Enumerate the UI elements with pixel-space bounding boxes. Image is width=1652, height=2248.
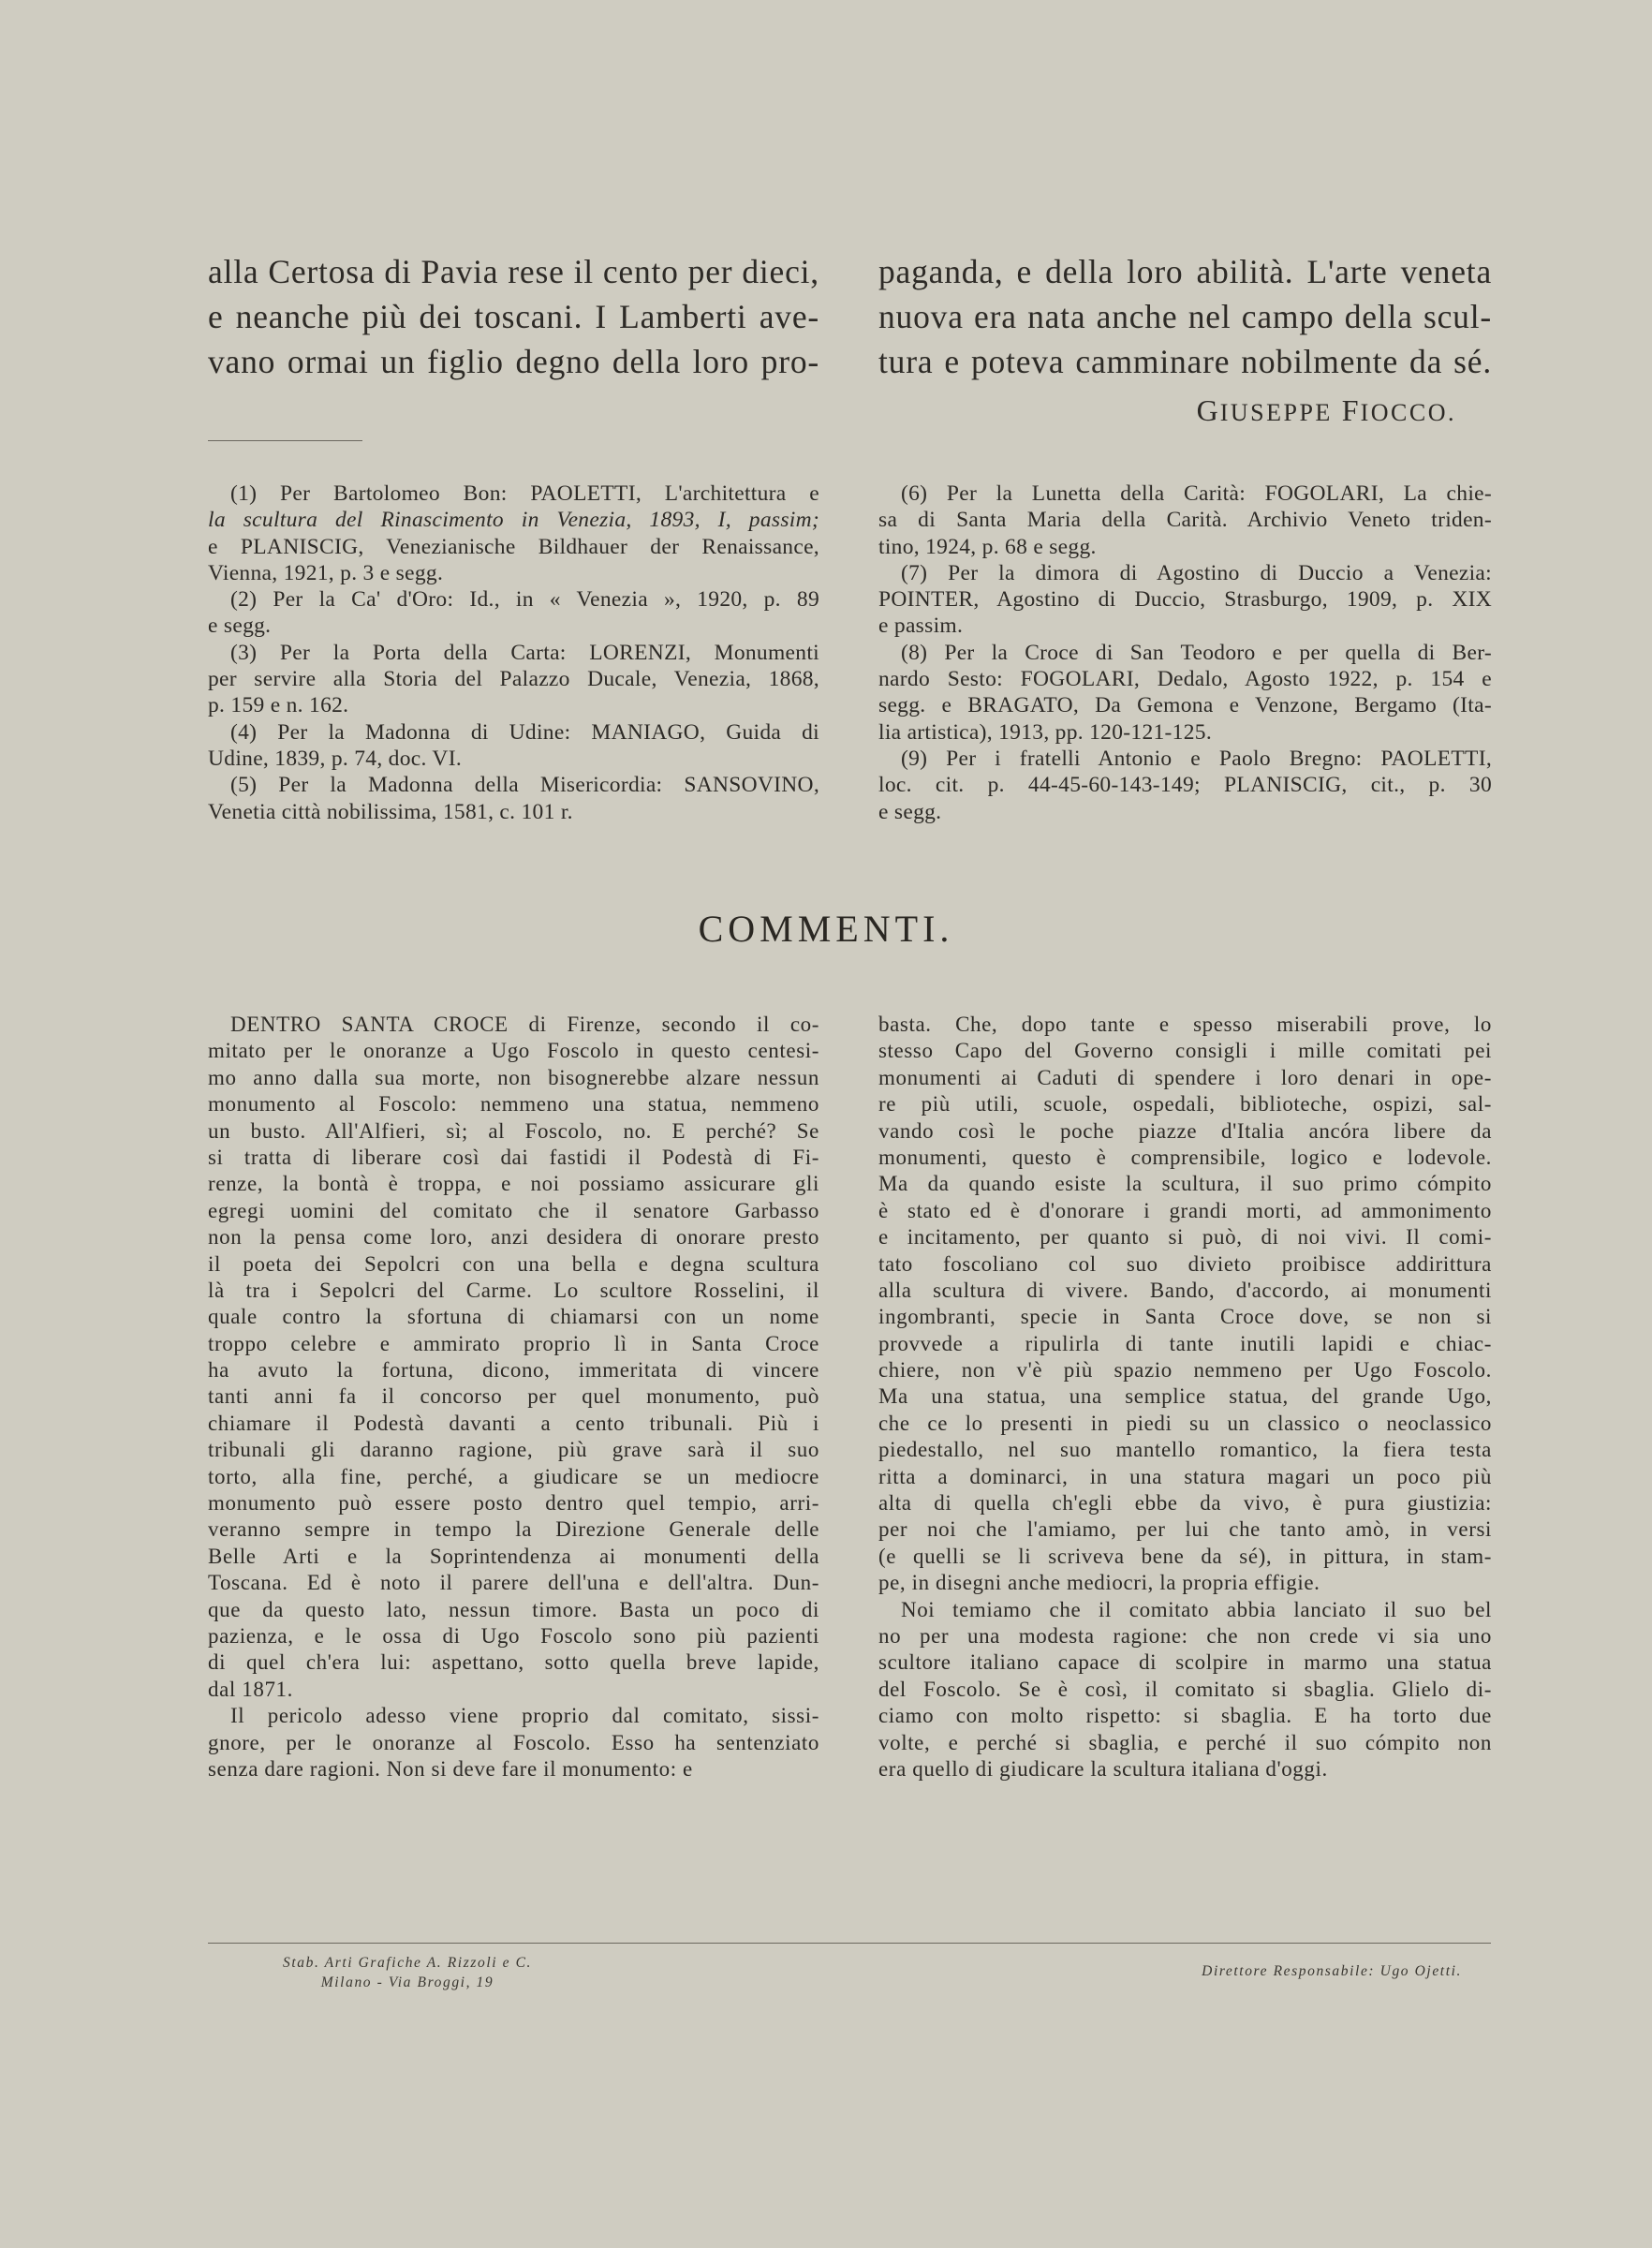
article-line: piedestallo, nel suo mantello romantico, la fiera testa <box>878 1438 1492 1462</box>
article-line: chiere, non v'è più spazio nemmeno per Ugo Foscolo. <box>878 1358 1492 1383</box>
footnotes-left-column <box>208 481 819 825</box>
director-credit: Direttore Responsabile: Ugo Ojetti. <box>1202 1963 1462 1979</box>
footnote-line: p. 159 e n. 162. <box>208 693 349 718</box>
footnote-line: (7) Per la dimora di Agostino di Duccio a Venezia: <box>901 560 1492 585</box>
article-line: egregi uomini del comitato che il senatore Garbasso <box>208 1198 819 1222</box>
article-line: alta di quella ch'egli ebbe da vivo, è pura giustizia: <box>878 1491 1492 1516</box>
article-line: tato foscoliano col suo divieto proibisce addirittura <box>878 1251 1492 1276</box>
article-line: per noi che l'amiamo, per lui che tanto amò, in versi <box>878 1517 1492 1542</box>
article-line: monumento al Foscolo: nemmeno una statua, nemmeno <box>208 1092 819 1117</box>
footnote-line: segg. e BRAGATO, Da Gemona e Venzone, Bergamo (Ita- <box>878 693 1492 718</box>
footnote-line: POINTER, Agostino di Duccio, Strasburgo, 1909, p. XIX <box>878 587 1492 613</box>
article-line: provvede a ripulirla di tante inutili lapidi e chiac- <box>878 1331 1492 1355</box>
printer-imprint <box>248 1953 567 1992</box>
article-line: mo anno dalla sua morte, non bisognerebbe alzare nessun <box>208 1065 819 1089</box>
article-line: troppo celebre e ammirato proprio lì in Santa Croce <box>208 1331 819 1355</box>
signature-smallcaps: IOCCO. <box>1360 399 1456 426</box>
article-line: là tra i Sepolcri del Carme. Lo scultore Rosselini, il <box>208 1278 819 1302</box>
article-line: tribunali gli daranno ragione, più grave sarà il suo <box>208 1438 819 1462</box>
article-line: veranno sempre in tempo la Direzione Generale delle <box>208 1517 819 1542</box>
footnote-line: (5) Per la Madonna della Misericordia: SANSOVINO, <box>230 773 819 798</box>
footnote-line: tino, 1924, p. 68 e segg. <box>878 534 1097 559</box>
article-line: monumenti, questo è comprensibile, logico e lodevole. <box>878 1145 1492 1169</box>
text-line: nuova era nata anche nel campo della scul- <box>878 298 1492 335</box>
signature-initial: F <box>1341 393 1361 427</box>
article-right-column <box>878 1012 1492 1782</box>
article-line: Noi temiamo che il comitato abbia lanciato il suo bel <box>901 1597 1492 1621</box>
footnote-line: Udine, 1839, p. 74, doc. VI. <box>208 746 463 771</box>
article-line: un busto. All'Alfieri, sì; al Foscolo, no. E perché? Se <box>208 1118 819 1143</box>
article-line: che ce lo presenti in piedi su un classico o neoclassico <box>878 1411 1492 1435</box>
text-line: tura e poteva camminare nobilmente da sé. <box>878 343 1492 380</box>
article-line: mitato per le onoranze a Ugo Foscolo in questo centesi- <box>208 1039 819 1063</box>
article-line: volte, e perché si sbaglia, e perché il suo cómpito non <box>878 1730 1492 1754</box>
footnote-line: Venetia città nobilissima, 1581, c. 101 r. <box>208 799 573 824</box>
article-line: DENTRO SANTA CROCE di Firenze, secondo il co- <box>230 1013 819 1036</box>
footnote-line: (1) Per Bartolomeo Bon: PAOLETTI, L'architettura e <box>230 481 819 506</box>
article-line: torto, alla fine, perché, a giudicare se un mediocre <box>208 1464 819 1488</box>
article-line: que da questo lato, nessun timore. Basta un poco di <box>208 1597 819 1621</box>
article-line: re più utili, scuole, ospedali, biblioteche, ospizi, sal- <box>878 1092 1492 1117</box>
article-line: ha avuto la fortuna, dicono, immeritata di vincere <box>208 1358 819 1383</box>
signature-initial: G <box>1196 393 1220 427</box>
printer-line: Stab. Arti Grafiche A. Rizzoli e C. <box>283 1955 532 1971</box>
article-line: basta. Che, dopo tante e spesso miserabili prove, lo <box>878 1013 1492 1036</box>
article-line: no per una modesta ragione: che non crede vi sia uno <box>878 1623 1492 1648</box>
article-line: gnore, per le onoranze al Foscolo. Esso ha sentenziato <box>208 1730 819 1754</box>
footnote-line: loc. cit. p. 44-45-60-143-149; PLANISCIG, cit., p. 30 <box>878 773 1492 798</box>
article-line: alla scultura di vivere. Bando, d'accordo, ai monumenti <box>878 1278 1492 1302</box>
footnote-line: la scultura del Rinascimento in Venezia, 1893, I, passim; <box>208 508 819 533</box>
article-line: chiamare il Podestà davanti a cento tribunali. Più i <box>208 1411 819 1435</box>
article-line: stesso Capo del Governo consigli i mille comitati pei <box>878 1039 1492 1063</box>
article-line: non la pensa come loro, anzi desidera di onorare presto <box>208 1225 819 1250</box>
article-line: dal 1871. <box>208 1677 293 1701</box>
text-line: paganda, e della loro abilità. L'arte veneta <box>878 253 1492 290</box>
author-signature <box>1197 393 1456 428</box>
article-line: vando così le poche piazze d'Italia ancóra libere da <box>878 1118 1492 1143</box>
footnote-line: lia artistica), 1913, pp. 120-121-125. <box>878 719 1212 745</box>
text-line: vano ormai un figlio degno della loro pro- <box>208 343 819 380</box>
printer-line: Milano - Via Broggi, 19 <box>320 1974 494 1990</box>
article-line: (e quelli se li scriveva bene da sé), in pittura, in stam- <box>878 1544 1492 1568</box>
footnote-separator-rule <box>208 440 362 441</box>
footnote-line: (6) Per la Lunetta della Carità: FOGOLARI, La chie- <box>901 481 1492 506</box>
text-line: e neanche più dei toscani. I Lamberti ave- <box>208 298 819 335</box>
footnotes-right-column <box>878 481 1492 825</box>
footnote-line: nardo Sesto: FOGOLARI, Dedalo, Agosto 1922, p. 154 e <box>878 667 1492 692</box>
article-line: Belle Arti e la Soprintendenza ai monumenti della <box>208 1544 819 1568</box>
article-line: di quel ch'era lui: aspettano, sotto quella breve lapide, <box>208 1650 819 1675</box>
article-line: senza dare ragioni. Non si deve fare il monumento: e <box>208 1756 693 1781</box>
article-line: pe, in disegni anche mediocri, la propria effigie. <box>878 1571 1320 1595</box>
article-line: quale contro la sfortuna di chiamarsi con un nome <box>208 1305 819 1329</box>
footnote-line: (4) Per la Madonna di Udine: MANIAGO, Guida di <box>230 719 819 745</box>
article-line: è stato ed è d'onorare i grandi morti, ad ammonimento <box>878 1198 1492 1222</box>
footnote-line: (3) Per la Porta della Carta: LORENZI, Monumenti <box>230 640 819 665</box>
footnote-line: (9) Per i fratelli Antonio e Paolo Bregno: PAOLETTI, <box>901 746 1492 771</box>
article-line: Il pericolo adesso viene proprio dal comitato, sissi- <box>230 1704 819 1728</box>
signature-smallcaps: IUSEPPE <box>1219 399 1333 426</box>
footnote-line: per servire alla Storia del Palazzo Ducale, Venezia, 1868, <box>208 667 819 692</box>
footer-rule <box>208 1943 1491 1944</box>
article-line: monumenti ai Caduti di spendere i loro denari in ope- <box>878 1065 1492 1089</box>
footnote-line: (2) Per la Ca' d'Oro: Id., in « Venezia », 1920, p. 89 <box>230 587 819 613</box>
footnote-line: e segg. <box>208 614 272 639</box>
article-line: renze, la bontà è troppa, e noi possiamo assicurare gli <box>208 1172 819 1196</box>
text-line: alla Certosa di Pavia rese il cento per dieci, <box>208 253 819 290</box>
article-line: monumento può essere posto dentro quel tempio, arri- <box>208 1491 819 1516</box>
article-left-column <box>208 1012 819 1782</box>
article-line: Toscana. Ed è noto il parere dell'una e dell'altra. Dun- <box>208 1571 819 1595</box>
article-line: scultore italiano capace di scolpire in marmo una statua <box>878 1650 1492 1675</box>
article-line: pazienza, e le ossa di Ugo Foscolo sono più pazienti <box>208 1623 819 1648</box>
article-line: si tratta di liberare così dai fastidi il Podestà di Fi- <box>208 1145 819 1169</box>
footnote-line: e segg. <box>878 799 942 824</box>
article-line: tanti anni fa il concorso per quel monumento, può <box>208 1384 819 1409</box>
article-line: e incitamento, per quanto si può, di noi vivi. Il comi- <box>878 1225 1492 1250</box>
footnote-line: sa di Santa Maria della Carità. Archivio Veneto triden- <box>878 508 1492 533</box>
top-text-right-column <box>878 249 1492 384</box>
article-line: era quello di giudicare la scultura italiana d'oggi. <box>878 1756 1328 1781</box>
article-line: ingombranti, specie in Santa Croce dove, se non si <box>878 1305 1492 1329</box>
footnote-line: e PLANISCIG, Venezianische Bildhauer der Renaissance, <box>208 534 819 559</box>
footnote-line: (8) Per la Croce di San Teodoro e per quella di Ber- <box>901 640 1492 665</box>
footnote-line: Vienna, 1921, p. 3 e segg. <box>208 560 444 585</box>
section-title: COMMENTI. <box>698 908 954 950</box>
article-line: del Foscolo. Se è così, il comitato si sbaglia. Glielo di- <box>878 1677 1492 1701</box>
article-line: Ma da quando esiste la scultura, il suo primo cómpito <box>878 1172 1492 1196</box>
footnote-line: e passim. <box>878 614 964 639</box>
article-line: ritta a dominarci, in una statura magari un poco più <box>878 1464 1492 1488</box>
article-line: il poeta dei Sepolcri con una bella e degna scultura <box>208 1251 819 1276</box>
article-line: Ma una statua, una semplice statua, del grande Ugo, <box>878 1384 1492 1409</box>
article-line: ciamo con molto rispetto: si sbaglia. E ha torto due <box>878 1704 1492 1728</box>
top-text-left-column <box>208 249 819 384</box>
